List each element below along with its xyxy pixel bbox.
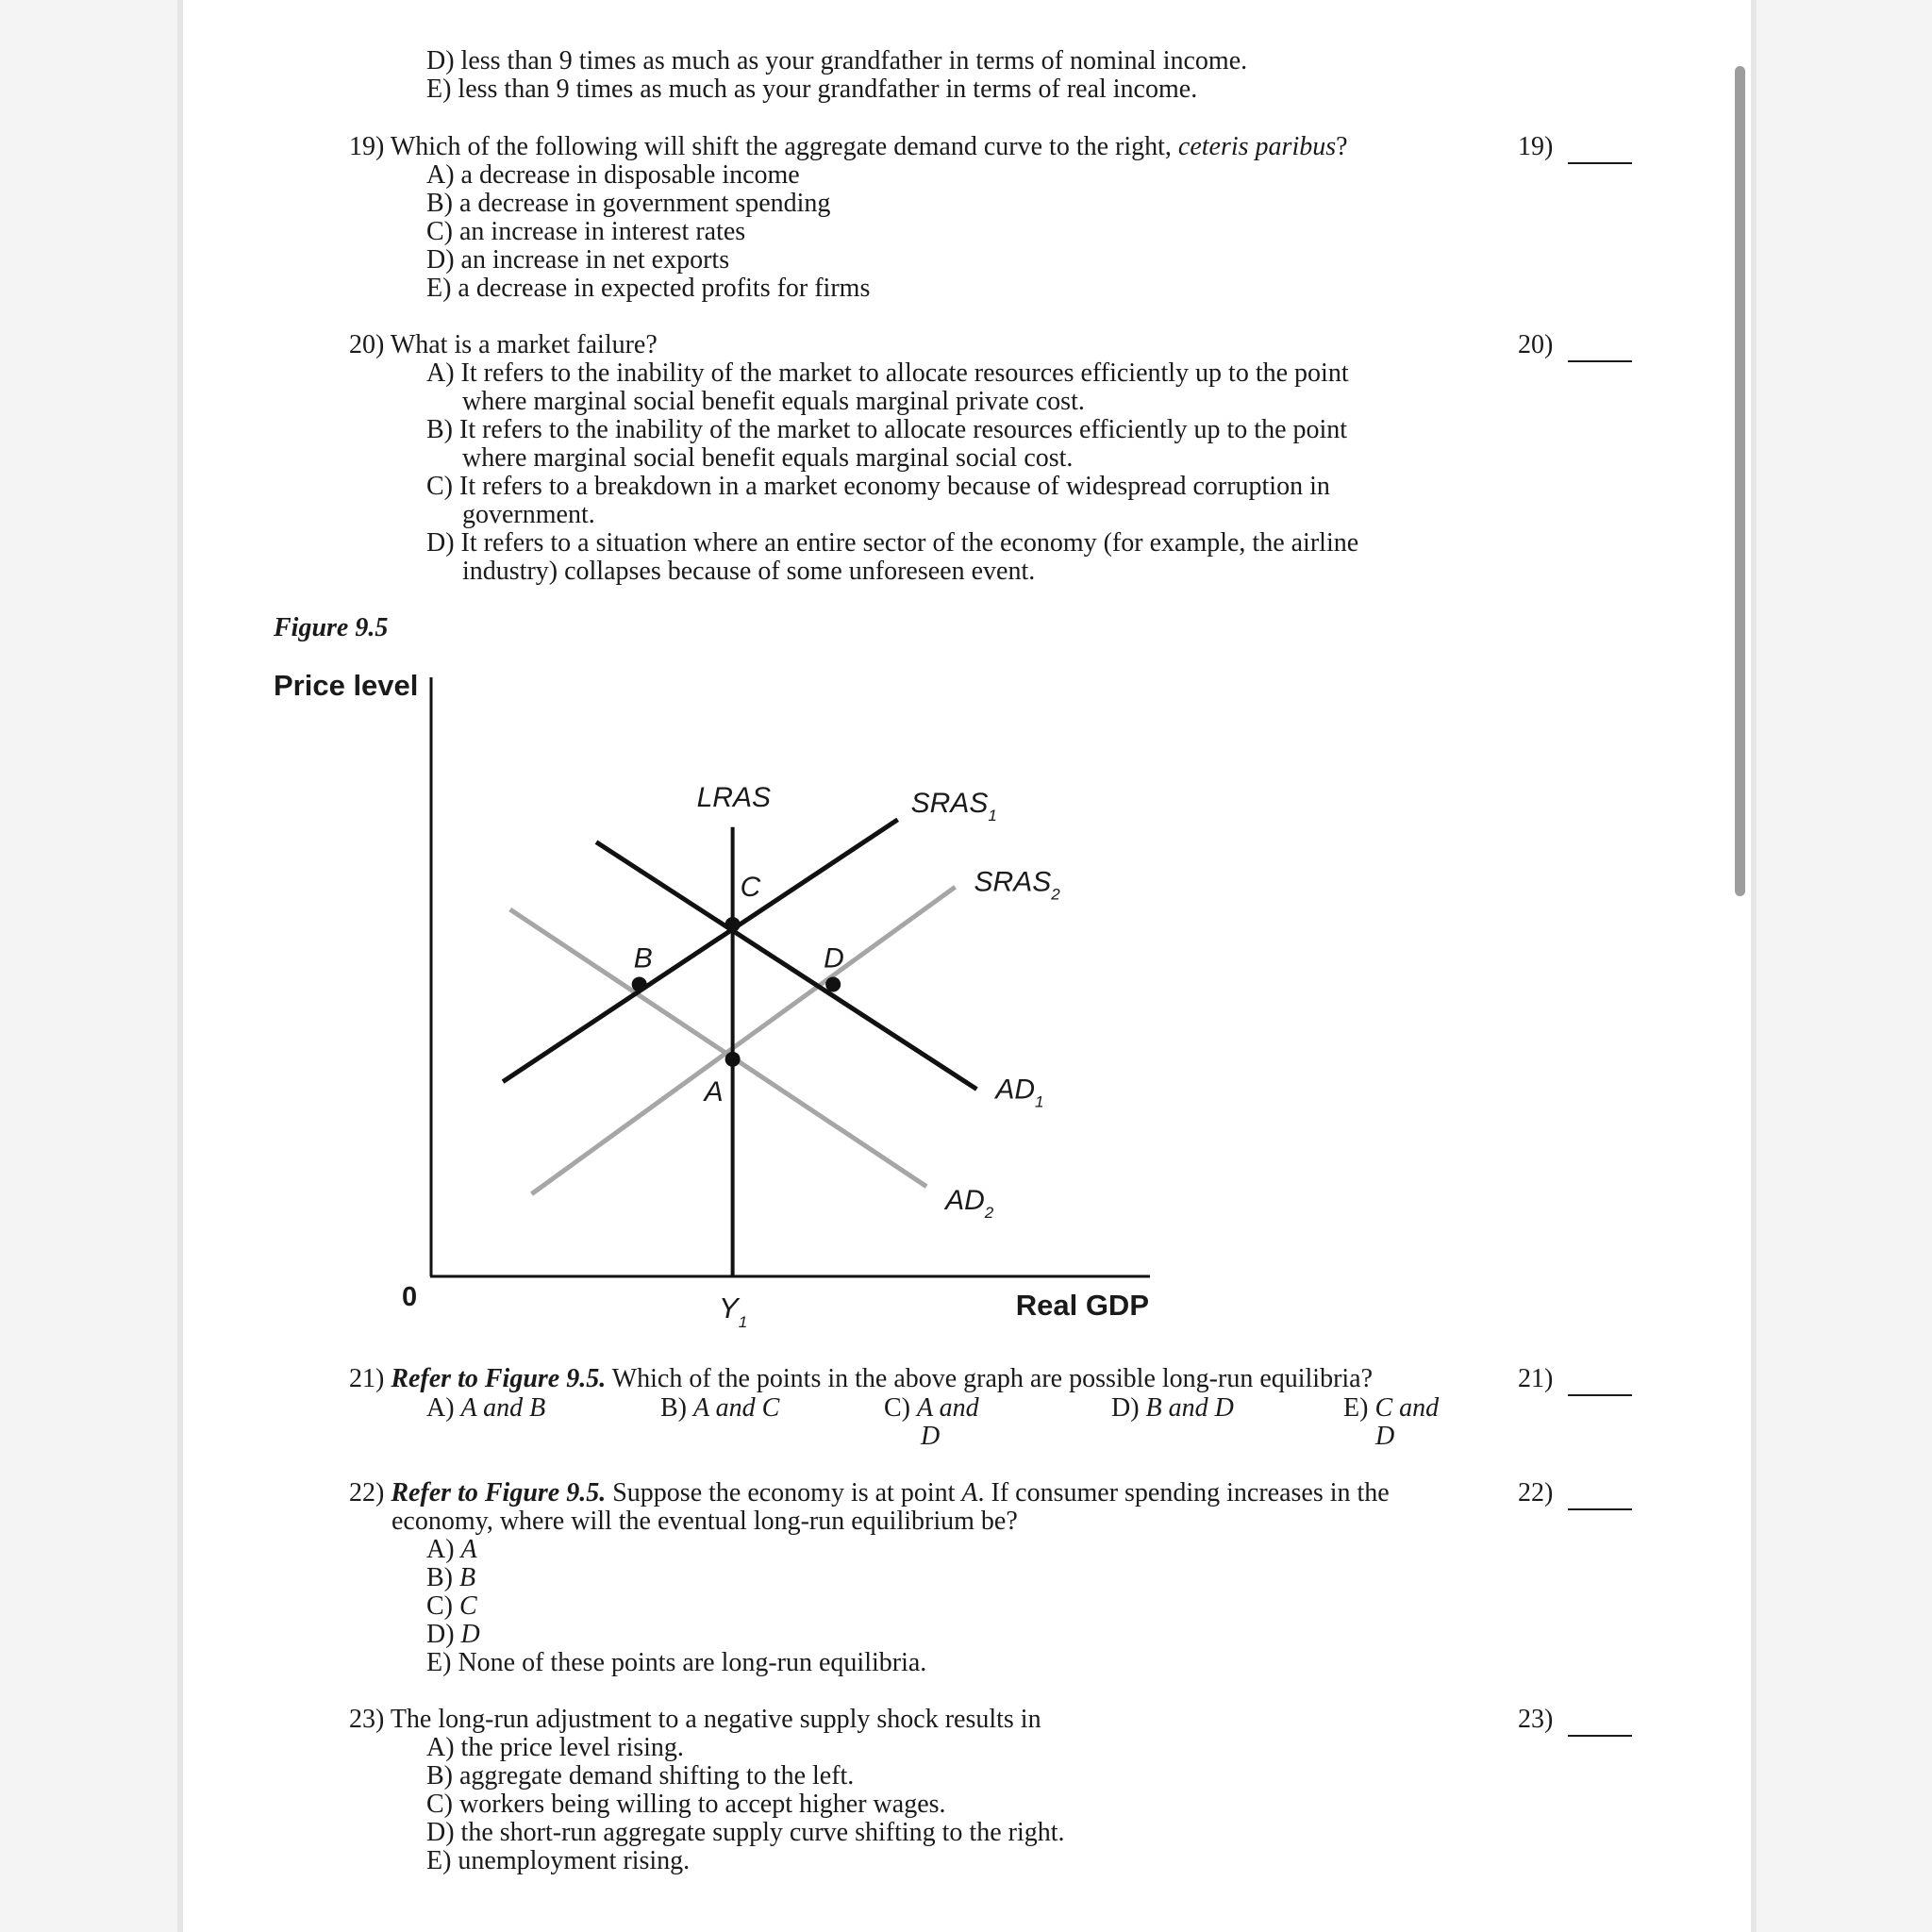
curve-ad1 bbox=[596, 842, 976, 1090]
q21-answer-blank[interactable] bbox=[1568, 1394, 1632, 1396]
q20-answer-blank[interactable] bbox=[1568, 360, 1632, 362]
q20-answer-label: 20) bbox=[1518, 330, 1554, 359]
q21-option-c-line2: D bbox=[921, 1422, 941, 1451]
curve-label-sras2: $SRAS_2$ bbox=[974, 866, 1060, 904]
point-label-c: C bbox=[740, 871, 761, 903]
curve-label-ad1: $AD_1$ bbox=[995, 1074, 1044, 1111]
q22-option-c: C) C bbox=[426, 1591, 477, 1621]
q19-option-a: A) a decrease in disposable income bbox=[426, 160, 800, 190]
point-b bbox=[632, 976, 647, 991]
q20-option-b-line2: where marginal social benefit equals marginal social cost. bbox=[462, 443, 1074, 473]
x-axis-label: Real GDP bbox=[1015, 1289, 1149, 1322]
q22-option-a: A) A bbox=[426, 1535, 477, 1564]
q20-option-d-line1: D) It refers to a situation where an entire sector of the economy (for example, the airline bbox=[426, 528, 1359, 558]
q22-stem: 22) Refer to Figure 9.5. Suppose the economy is at point A. If consumer spending increases in the bbox=[349, 1478, 1390, 1507]
point-c bbox=[725, 917, 741, 932]
q23-answer-label: 23) bbox=[1518, 1705, 1554, 1734]
q21-option-d: D) B and D bbox=[1111, 1393, 1234, 1423]
q20-stem: 20) What is a market failure? bbox=[349, 330, 658, 359]
q23-option-d: D) the short-run aggregate supply curve shifting to the right. bbox=[426, 1818, 1065, 1847]
q20-option-d-line2: industry) collapses because of some unforeseen event. bbox=[462, 557, 1036, 586]
q23-option-a: A) the price level rising. bbox=[426, 1733, 684, 1762]
q20-option-c-line2: government. bbox=[462, 500, 595, 529]
q22-stem-line2: economy, where will the eventual long-run equilibrium be? bbox=[391, 1507, 1018, 1536]
q23-answer-blank[interactable] bbox=[1568, 1735, 1632, 1737]
point-label-d: D bbox=[824, 942, 844, 974]
q22-option-b: B) B bbox=[426, 1563, 476, 1592]
y-axis-label: Price level bbox=[274, 669, 419, 702]
q19-option-b: B) a decrease in government spending bbox=[426, 189, 831, 218]
curve-label-sras1: $SRAS_1$ bbox=[910, 787, 997, 824]
point-a bbox=[725, 1052, 741, 1067]
q21-stem: 21) Refer to Figure 9.5. Which of the points in the above graph are possible long-run equilibria? bbox=[349, 1364, 1374, 1393]
q20-option-a-line2: where marginal social benefit equals marginal private cost. bbox=[462, 387, 1085, 416]
q21-option-e: E) C and bbox=[1343, 1393, 1440, 1423]
q20-option-b-line1: B) It refers to the inability of the market to allocate resources efficiently up to the point bbox=[426, 415, 1348, 444]
q21-option-b: B) A and C bbox=[660, 1393, 780, 1423]
q22-answer-blank[interactable] bbox=[1568, 1508, 1632, 1510]
q23-option-c: C) workers being willing to accept higher wages. bbox=[426, 1790, 946, 1819]
curve-label-lras: LRAS bbox=[696, 781, 771, 813]
point-d bbox=[825, 976, 841, 991]
q23-stem: 23) The long-run adjustment to a negative supply shock results in bbox=[349, 1705, 1041, 1734]
q22-option-e: E) None of these points are long-run equilibria. bbox=[426, 1648, 927, 1677]
q20-option-c-line1: C) It refers to a breakdown in a market economy because of widespread corruption in bbox=[426, 472, 1330, 501]
q23-option-b: B) aggregate demand shifting to the left. bbox=[426, 1761, 855, 1790]
q19-option-e: E) a decrease in expected profits for firms bbox=[426, 274, 871, 303]
q19-option-c: C) an increase in interest rates bbox=[426, 217, 746, 246]
curve-sras2 bbox=[532, 887, 956, 1193]
point-label-b: B bbox=[633, 942, 653, 974]
page-margin-right bbox=[1757, 0, 1932, 1932]
q19-answer-label: 19) bbox=[1518, 132, 1554, 161]
q19-answer-blank[interactable] bbox=[1568, 162, 1632, 164]
point-label-a: A bbox=[704, 1075, 724, 1108]
page-edge-right bbox=[1751, 0, 1757, 1932]
q22-option-d: D) D bbox=[426, 1620, 480, 1649]
q18-option-e: E) less than 9 times as much as your grandfather in terms of real income. bbox=[426, 75, 1198, 104]
curve-label-ad2: $AD_2$ bbox=[945, 1184, 994, 1222]
q21-option-c: C) A and bbox=[884, 1393, 979, 1423]
origin-label: 0 bbox=[402, 1282, 418, 1312]
q20-option-a-line1: A) It refers to the inability of the market to allocate resources efficiently up to the point bbox=[426, 358, 1349, 388]
q21-option-a: A) A and B bbox=[426, 1393, 546, 1423]
q19-option-d: D) an increase in net exports bbox=[426, 245, 730, 275]
q23-option-e: E) unemployment rising. bbox=[426, 1846, 691, 1875]
vertical-scrollbar-thumb[interactable] bbox=[1735, 66, 1745, 896]
q21-option-e-line2: D bbox=[1375, 1422, 1395, 1451]
figure-caption: Figure 9.5 bbox=[274, 613, 389, 642]
q22-answer-label: 22) bbox=[1518, 1478, 1554, 1507]
q21-answer-label: 21) bbox=[1518, 1364, 1554, 1393]
q19-stem: 19) Which of the following will shift the aggregate demand curve to the right, ceteris paribus? bbox=[349, 132, 1348, 161]
x-tick-label-y1: $Y_1$ bbox=[719, 1291, 748, 1331]
figure-9-5-chart bbox=[0, 651, 1226, 1340]
q18-option-d: D) less than 9 times as much as your grandfather in terms of nominal income. bbox=[426, 46, 1248, 75]
